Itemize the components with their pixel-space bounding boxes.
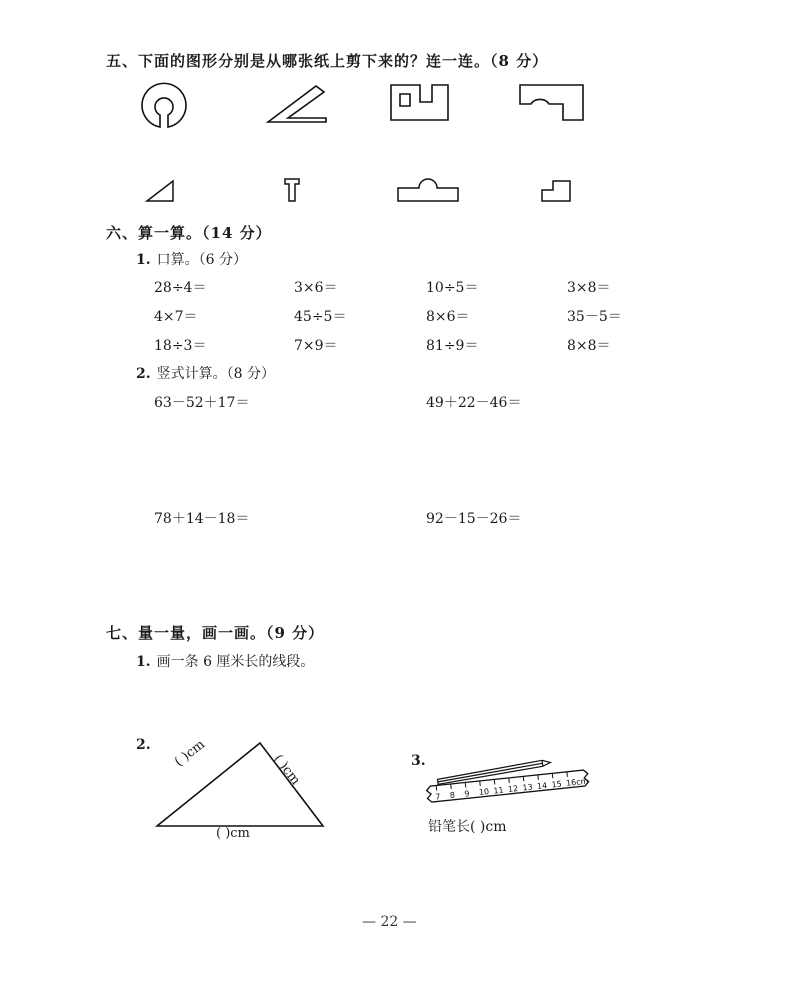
ruler-tick bbox=[509, 778, 510, 783]
section-6-title: 六、算一算。（14 分） bbox=[106, 224, 272, 242]
pencil-length-answer: 铅笔长( )cm bbox=[428, 819, 507, 835]
oral-calc: 3×8＝ bbox=[567, 280, 611, 296]
part-label: 竖式计算。（8 分） bbox=[156, 366, 275, 382]
oral-calc: 3×6＝ bbox=[294, 280, 338, 296]
paper-shape-notch-icon bbox=[390, 84, 450, 122]
part-7-3-number: 3. bbox=[411, 753, 426, 769]
vertical-calc: 63－52＋17＝ bbox=[154, 395, 250, 411]
section-7-title: 七、量一量，画一画。（9 分） bbox=[106, 624, 325, 642]
ruler-tick bbox=[523, 776, 524, 781]
ruler-tick bbox=[451, 784, 452, 789]
ruler-tick bbox=[480, 781, 481, 786]
oral-calc: 7×9＝ bbox=[294, 338, 338, 354]
part-7-2-number: 2. bbox=[136, 737, 151, 753]
ruler-tick-label: 7 bbox=[434, 792, 441, 802]
ruler-tick bbox=[494, 779, 495, 784]
section-5-title: 五、下面的图形分别是从哪张纸上剪下来的？连一连。（8 分） bbox=[106, 52, 549, 70]
cut-piece-t-icon bbox=[284, 178, 300, 202]
ruler-tick-label: 14 bbox=[536, 780, 548, 791]
vertical-calc: 49＋22－46＝ bbox=[426, 395, 522, 411]
oral-calc: 18÷3＝ bbox=[154, 338, 207, 354]
ruler-tick-label: 10 bbox=[478, 787, 490, 798]
ruler-tick-label: 13 bbox=[522, 782, 534, 793]
part-7-1-heading bbox=[136, 651, 314, 671]
oral-calc: 45÷5＝ bbox=[294, 309, 347, 325]
ruler-tick-label: 11 bbox=[493, 785, 505, 796]
ruler-tick bbox=[538, 775, 539, 780]
part-6-2-heading bbox=[136, 363, 275, 383]
part-label: 口算。（6 分） bbox=[156, 252, 247, 268]
ruler-tick-label: 8 bbox=[449, 790, 456, 801]
part-label: 画一条 6 厘米长的线段。 bbox=[156, 654, 315, 670]
ruler-tick-label: 15 bbox=[551, 779, 563, 790]
cut-piece-step-icon bbox=[541, 180, 571, 202]
vertical-calc: 78＋14－18＝ bbox=[154, 511, 250, 527]
ruler-tick-label: 12 bbox=[507, 784, 519, 795]
triangle-bottom-side-label: ( )cm bbox=[216, 826, 250, 841]
part-number: 1. bbox=[136, 252, 151, 268]
paper-shape-angle-icon bbox=[266, 84, 328, 124]
paper-shape-circle-icon bbox=[140, 85, 188, 135]
ruler-tick-label: 9 bbox=[463, 789, 470, 799]
part-number: 2. bbox=[136, 366, 151, 382]
cut-piece-arch-icon bbox=[397, 178, 459, 202]
oral-calc: 81÷9＝ bbox=[426, 338, 479, 354]
cut-piece-triangle-icon bbox=[146, 180, 176, 202]
vertical-calc: 92－15－26＝ bbox=[426, 511, 522, 527]
triangle-left-side-label: ( )cm bbox=[172, 737, 208, 770]
ruler-tick-label: 16cm bbox=[565, 776, 589, 788]
oral-calc: 8×8＝ bbox=[567, 338, 611, 354]
triangle-right-side-label: ( )cm bbox=[270, 752, 303, 788]
ruler-with-pencil-icon bbox=[426, 750, 590, 804]
ruler-tick bbox=[552, 773, 553, 778]
ruler-tick bbox=[567, 772, 568, 777]
oral-calc: 10÷5＝ bbox=[426, 280, 479, 296]
oral-calc: 8×6＝ bbox=[426, 309, 470, 325]
oral-calc: 35－5＝ bbox=[567, 309, 622, 325]
ruler-tick bbox=[436, 786, 437, 791]
oral-calc: 28÷4＝ bbox=[154, 280, 207, 296]
paper-shape-arch-icon bbox=[519, 84, 585, 122]
ruler-tick bbox=[465, 782, 466, 787]
page-number: — 22 — bbox=[362, 914, 417, 930]
oral-calc: 4×7＝ bbox=[154, 309, 198, 325]
part-number: 1. bbox=[136, 654, 151, 670]
part-6-1-heading bbox=[136, 249, 247, 269]
